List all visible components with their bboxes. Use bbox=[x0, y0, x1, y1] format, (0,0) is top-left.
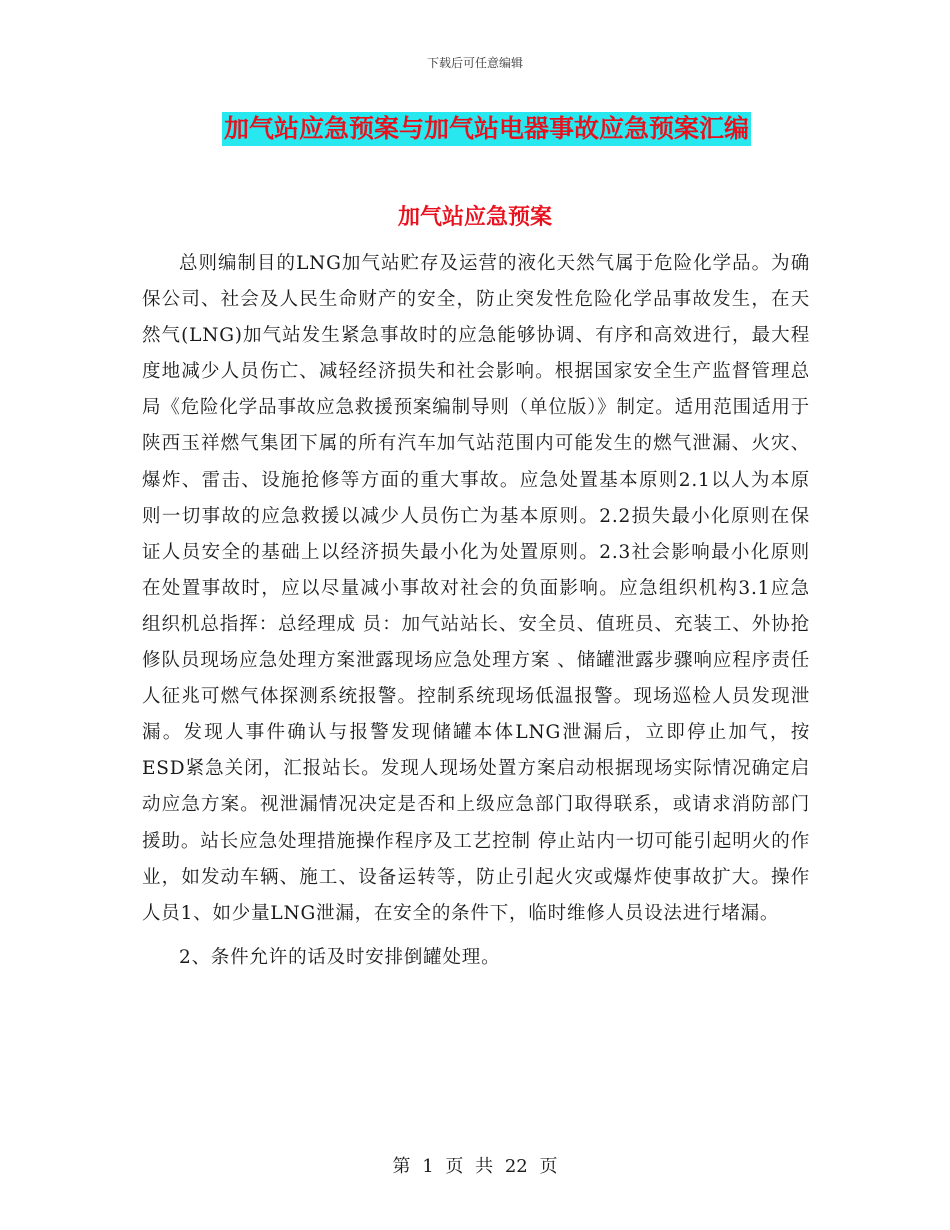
body-text bbox=[142, 246, 810, 976]
document-title: 加气站应急预案与加气站电器事故应急预案汇编 bbox=[222, 112, 751, 146]
header-note: 下载后可任意编辑 bbox=[426, 56, 523, 70]
page-footer: 第 1 页 共 22 页 bbox=[392, 1156, 558, 1177]
section-title: 加气站应急预案 bbox=[397, 205, 552, 230]
paragraph-2: 2、条件允许的话及时安排倒罐处理。 bbox=[179, 946, 501, 968]
paragraph-1: 总则编制目的LNG加气站贮存及运营的液化天然气属于危险化学品。为确保公司、社会及人民生命财产的安全，防止突发性危险化学品事故发生，在天然气(LNG)加气站发生紧急事故时的应急能够协调、有序和高效进行，最大程度地减少人员伤亡、减轻经济损失和社会影响。根据国家安全生产监督管理总局《危险化学品事故应急救援预案编制导则（单位版）》制定。适用范围适用于陕西玉祥燃气集团下属的所有汽车加气站范围内可能发生的燃气泄漏、火灾、爆炸、雷击、设施抢修等方面的重大事故。应急处置基本原则2.1以人为本原则一切事故的应急救援以减少人员伤亡为基本原则。2.2损失最小化原则在保证人员安全的基础上以经济损失最小化为处置原则。2.3社会影响最小化原则在处置事故时，应以尽量减小事故对社会的负面影响。应急组织机构3.1应急组织机总指挥：总经理成 员：加气站站长、安全员、值班员、充装工、外协抢修队员现场应急处理方案泄露现场应急处理方案 、储罐泄露步骤响应程序责任人征兆可燃气体探测系统报警。控制系统现场低温报警。现场巡检人员发现泄漏。发现人事件确认与报警发现储罐本体LNG泄漏后，立即停止加气，按ESD紧急关闭，汇报站长。发现人现场处置方案启动根据现场实际情况确定启动应急方案。视泄漏情况决定是否和上级应急部门取得联系，或请求消防部门援助。站长应急处理措施操作程序及工艺控制 停止站内一切可能引起明火的作业，如发动车辆、施工、设备运转等，防止引起火灾或爆炸使事故扩大。操作人员1、如少量LNG泄漏，在安全的条件下，临时维修人员设法进行堵漏。 bbox=[142, 253, 810, 924]
